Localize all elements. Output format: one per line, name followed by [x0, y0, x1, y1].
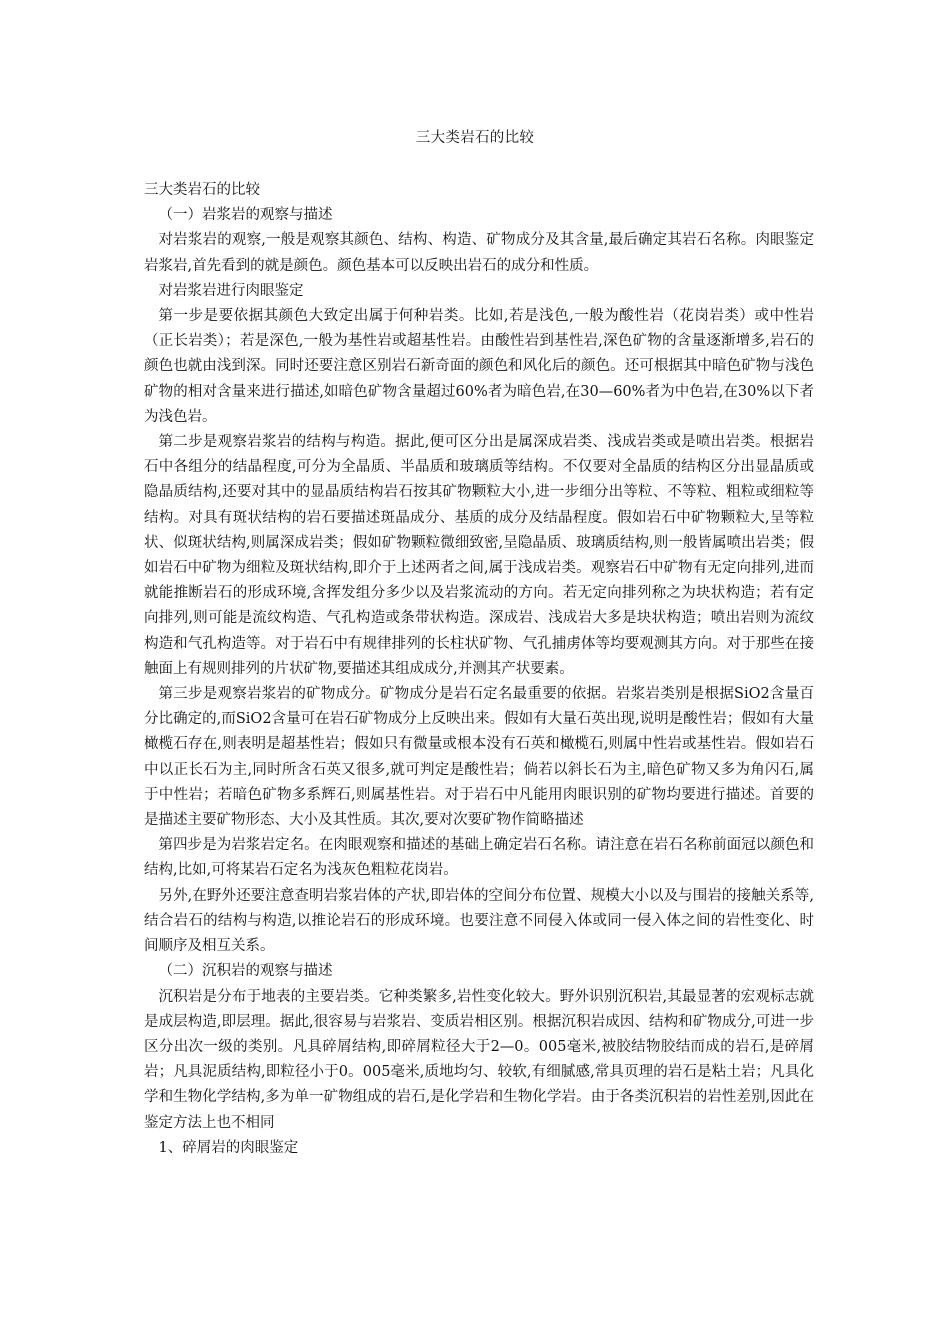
paragraph-step1: 第一步是要依据其颜色大致定出属于何种岩类。比如,若是浅色,一般为酸性岩（花岗岩类）或中性岩（正长岩类）；若是深色,一般为基性岩或超基性岩。由酸性岩到基性岩,深色矿物的含量逐渐增多,岩石的颜色也就由浅到深。同时还要注意区别岩石新奇面的颜色和风化后的颜色。还可根据其中暗色矿物与浅色矿物的相对含量来进行描述,如暗色矿物含量超过60%者为暗色岩,在30—60%者为中色岩,在30%以下者为浅色岩。 [144, 308, 814, 425]
paragraph-field-note: 另外,在野外还要注意查明岩浆岩体的产状,即岩体的空间分布位置、规模大小以及与围岩的接触关系等,结合岩石的结构与构造,以推论岩石的形成环境。也要注意不同侵入体或同一侵入体之间的岩性变化、时间顺序及相互关系。 [144, 887, 814, 955]
paragraph-sedimentary-intro: 沉积岩是分布于地表的主要岩类。它种类繁多,岩性变化较大。野外识别沉积岩,其最显著的宏观标志就是成层构造,即层理。据此,很容易与岩浆岩、变质岩相区别。根据沉积岩成因、结构和矿物成分,可进一步区分出次一级的类别。凡具碎屑结构,即碎屑粒径大于2—0。005毫米,被胶结物胶结而成的岩石,是碎屑岩；凡具泥质结构,即粒径小于0。005毫米,质地均匀、较软,有细腻感,常具页理的岩石是粘土岩；凡具化学和生物化学结构,多为单一矿物组成的岩石,是化学岩和生物化学岩。由于各类沉积岩的岩性差别,因此在鉴定方法上也不相同 [144, 988, 814, 1131]
paragraph-step3: 第三步是观察岩浆岩的矿物成分。矿物成分是岩石定名最重要的依据。岩浆岩类别是根据SiO2含量百分比确定的,而SiO2含量可在岩石矿物成分上反映出来。假如有大量石英出现,说明是酸性岩；假如有大量橄榄石存在,则表明是超基性岩；假如只有微量或根本没有石英和橄榄石,则属中性岩或基性岩。假如岩石中以正长石为主,同时所含石英又很多,就可判定是酸性岩；倘若以斜长石为主,暗色矿物又多为角闪石,属于中性岩；若暗色矿物多系辉石,则属基性岩。对于岩石中凡能用肉眼识别的矿物均要进行描述。首要的是描述主要矿物形态、大小及其性质。其次,要对次要矿物作简略描述 [144, 686, 814, 829]
section-heading-igneous: （一）岩浆岩的观察与描述 [158, 207, 333, 224]
paragraph-step4: 第四步是为岩浆岩定名。在肉眼观察和描述的基础上确定岩石名称。请注意在岩石名称前面冠以颜色和结构,比如,可将某岩石定名为浅灰色粗粒花岗岩。 [144, 837, 814, 879]
heading-main: 三大类岩石的比较 [144, 182, 260, 198]
paragraph-igneous-intro: 对岩浆岩的观察,一般是观察其颜色、结构、构造、矿物成分及其含量,最后确定其岩石名称。肉眼鉴定岩浆岩,首先看到的就是颜色。颜色基本可以反映出岩石的成分和性质。 [144, 232, 814, 274]
document-title: 三大类岩石的比较 [415, 130, 535, 146]
subheading-igneous-identification: 对岩浆岩进行肉眼鉴定 [158, 282, 304, 299]
section-heading-sedimentary: （二）沉积岩的观察与描述 [158, 963, 333, 980]
paragraph-step2: 第二步是观察岩浆岩的结构与构造。据此,便可区分出是属深成岩类、浅成岩类或是喷出岩类。根据岩石中各组分的结晶程度,可分为全晶质、半晶质和玻璃质等结构。不仅要对全晶质的结构区分出显晶质或隐晶质结构,还要对其中的显晶质结构岩石按其矿物颗粒大小,进一步细分出等粒、不等粒、粗粒或细粒等结构。对具有斑状结构的岩石要描述斑晶成分、基质的成分及结晶程度。假如岩石中矿物颗粒大,呈等粒状、似斑状结构,则属深成岩类；假如矿物颗粒微细致密,呈隐晶质、玻璃质结构,则一般皆属喷出岩类；假如岩石中矿物为细粒及斑状结构,即介于上述两者之间,属于浅成岩类。观察岩石中矿物有无定向排列,进而就能推断岩石的形成环境,含挥发组分多少以及岩浆流动的方向。若无定向排列称之为块状构造；若有定向排列,则可能是流纹构造、气孔构造或条带状构造。深成岩、浅成岩大多是块状构造；喷出岩则为流纹构造和气孔构造等。对于岩石中有规律排列的长柱状矿物、气孔捕虏体等均要观测其方向。对于那些在接触面上有规则排列的片状矿物,要描述其组成成分,并测其产状要素。 [144, 434, 814, 677]
document-body [144, 178, 814, 1161]
subheading-clastic-identification: 1、碎屑岩的肉眼鉴定 [158, 1139, 299, 1156]
